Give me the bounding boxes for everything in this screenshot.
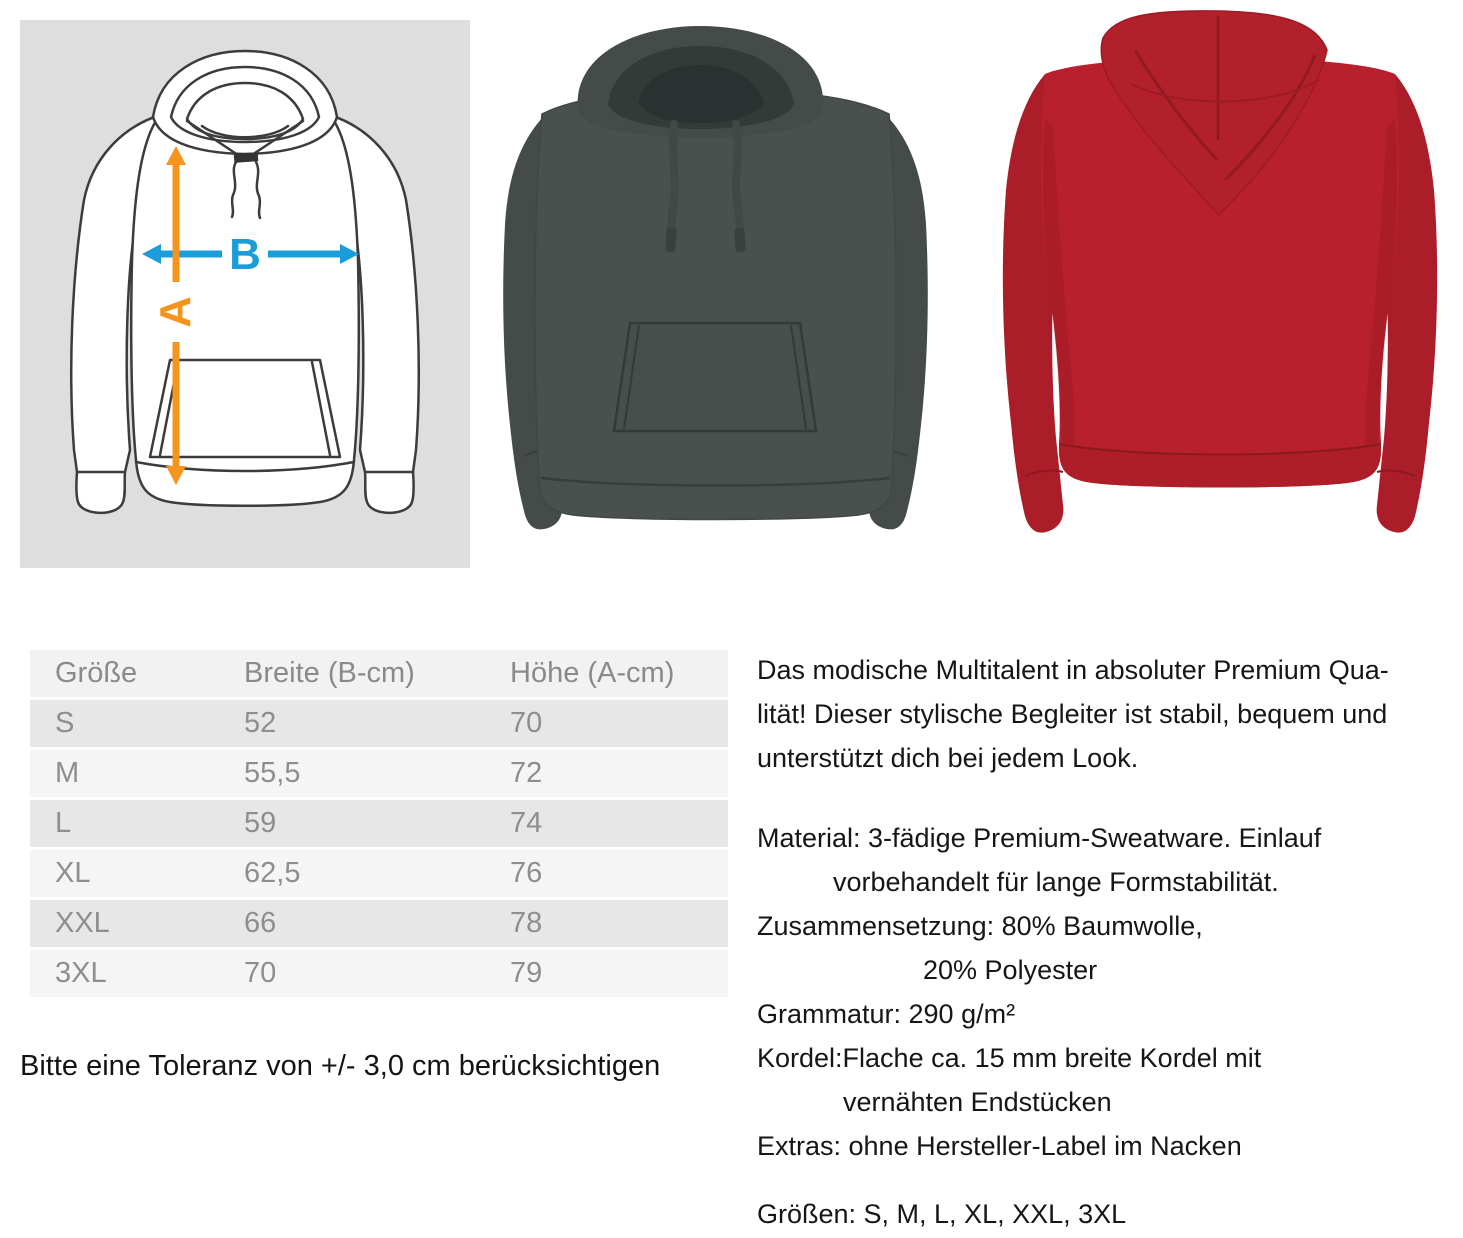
front-body [535, 90, 896, 520]
description-line-sizes: Größen: S, M, L, XL, XXL, 3XL [757, 1199, 1127, 1229]
description-line: Das modische Multitalent in absoluter Premium Qua- [757, 655, 1389, 685]
description-line: vernähten Endstücken [843, 1087, 1112, 1117]
description-line-cord: Kordel:Flache ca. 15 mm breite Kordel mit [757, 1043, 1262, 1073]
cell-width: 62,5 [244, 857, 301, 889]
hoodie-front-illustration [478, 12, 953, 585]
description-line-weight: Grammatur: 290 g/m² [757, 999, 1016, 1029]
front-pocket [614, 323, 816, 431]
column-header-width: Breite (B-cm) [244, 657, 415, 689]
cell-width: 66 [244, 907, 277, 939]
table-row-m [30, 750, 728, 797]
column-header-height: Höhe (A-cm) [510, 657, 675, 689]
height-label-a: A [151, 296, 200, 328]
size-table-header-row [30, 650, 728, 697]
front-right-drawstring [736, 124, 740, 230]
width-label-b: B [229, 230, 261, 279]
description-paragraph-gap [757, 780, 1447, 816]
description-line: lität! Dieser stylische Begleiter ist stabil, bequem und [757, 699, 1388, 729]
cell-height: 70 [510, 707, 543, 739]
hoodie-outline-drawing [20, 20, 470, 568]
cell-height: 76 [510, 857, 543, 889]
description-line: 20% Polyester [923, 955, 1098, 985]
table-row-s [30, 700, 728, 747]
description-paragraph-gap [757, 1168, 1447, 1192]
diagram-cord-knot [234, 152, 259, 163]
front-left-aglet [665, 228, 677, 253]
cell-size: M [55, 757, 80, 789]
cell-width: 70 [244, 957, 277, 989]
cell-size: XXL [55, 907, 110, 939]
description-line-composition: Zusammensetzung: 80% Baumwolle, [757, 911, 1203, 941]
tolerance-note: Bitte eine Toleranz von +/- 3,0 cm berücksichtigen [20, 1050, 661, 1082]
cell-width: 59 [244, 807, 277, 839]
cell-height: 72 [510, 757, 543, 789]
table-row-xxl [30, 900, 728, 947]
size-diagram-panel [20, 20, 470, 568]
description-line: unterstützt dich bei jedem Look. [757, 743, 1139, 773]
cell-size: XL [55, 857, 91, 889]
description-line-material: Material: 3-fädige Premium-Sweatware. Einlauf [757, 823, 1322, 853]
cell-size: 3XL [55, 957, 107, 989]
product-description [757, 648, 1447, 1236]
description-line: vorbehandelt für lange Formstabilität. [833, 867, 1279, 897]
cell-width: 52 [244, 707, 277, 739]
hoodie-back-photo [985, 8, 1455, 585]
cell-width: 55,5 [244, 757, 301, 789]
cell-height: 74 [510, 807, 543, 839]
description-line-extras: Extras: ohne Hersteller-Label im Nacken [757, 1131, 1242, 1161]
table-row-3xl [30, 950, 728, 997]
front-left-drawstring [671, 124, 675, 230]
front-right-aglet [734, 228, 746, 253]
table-row-xl [30, 850, 728, 897]
cell-size: L [55, 807, 72, 839]
cell-height: 78 [510, 907, 543, 939]
hoodie-back-illustration [985, 8, 1455, 585]
cell-size: S [55, 707, 75, 739]
column-header-size: Größe [55, 657, 138, 689]
cell-height: 79 [510, 957, 543, 989]
size-table [30, 650, 728, 1000]
hoodie-front-photo [478, 12, 953, 585]
table-row-l [30, 800, 728, 847]
